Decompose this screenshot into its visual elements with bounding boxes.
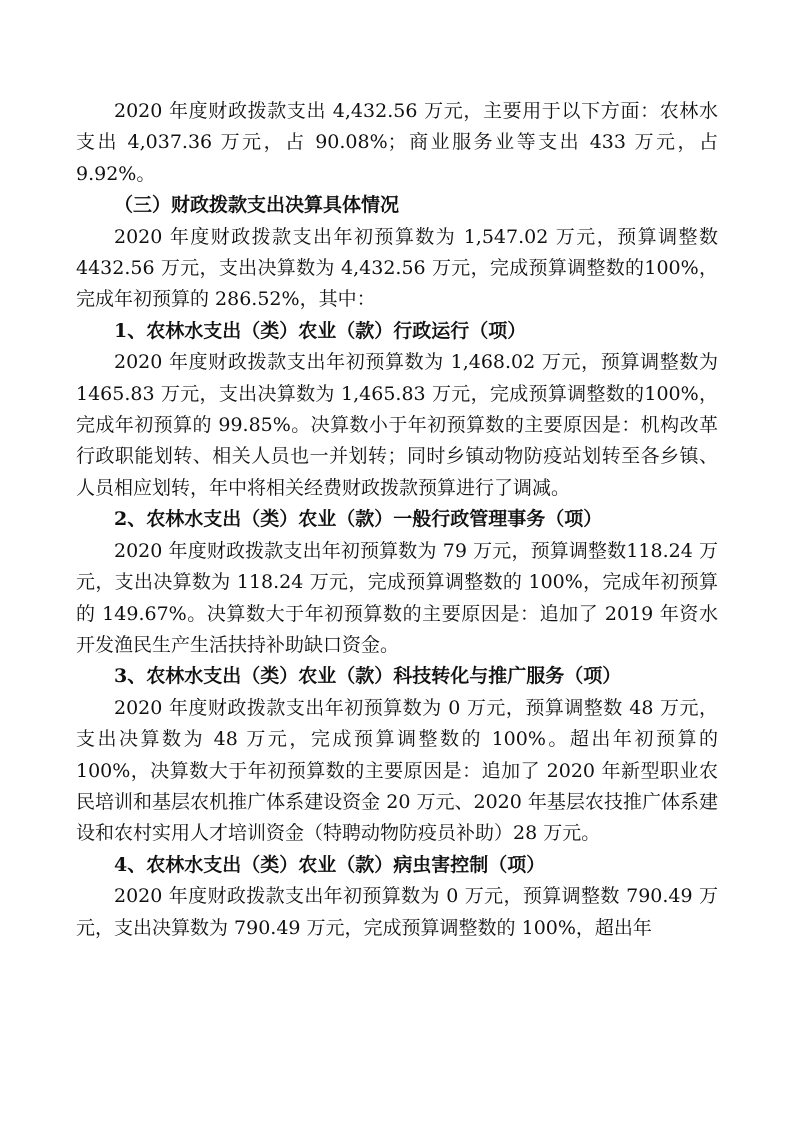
document-body — [76, 96, 718, 944]
paragraph-item-1: 2020 年度财政拨款支出年初预算数为 1,468.02 万元，预算调整数为 1465.83 万元，支出决算数为 1,465.83 万元，完成预算调整数的100%，完成年初预算的 99.85%。决算数小于年初预算数的主要原因是：机构改革行政职能划转、相关人员也一并划转；同时乡镇动物防疫站划转至各乡镇、人员相应划转，年中将相关经费财政拨款预算进行了调减。 — [76, 351, 718, 499]
paragraph-budget-overview: 2020 年度财政拨款支出年初预算数为 1,547.02 万元，预算调整数 4432.56 万元，支出决算数为 4,432.56 万元，完成预算调整数的100%，完成年初预算的 286.52%，其中： — [76, 225, 718, 311]
paragraph-expenditure-summary: 2020 年度财政拨款支出 4,432.56 万元，主要用于以下方面：农林水支出 4,037.36 万元，占 90.08%；商业服务业等支出 433 万元，占9.92%。 — [76, 100, 718, 185]
paragraph-item-4: 2020 年度财政拨款支出年初预算数为 0 万元，预算调整数 790.49 万元，支出决算数为 790.49 万元，完成预算调整数的 100%，超出年 — [76, 885, 718, 939]
item-heading-2: 2、农林水支出（类）农业（款）一般行政管理事务（项） — [114, 508, 603, 531]
item-heading-4: 4、农林水支出（类）农业（款）病虫害控制（项） — [114, 853, 546, 876]
section-heading-3: （三）财政拨款支出决算具体情况 — [114, 194, 400, 217]
item-heading-3: 3、农林水支出（类）农业（款）科技转化与推广服务（项） — [114, 665, 622, 688]
paragraph-item-3: 2020 年度财政拨款支出年初预算数为 0 万元，预算调整数 48 万元，支出决算数为 48 万元，完成预算调整数的 100%。超出年初预算的 100%，决算数大于年初预算数的主要原因是：追加了 2020 年新型职业农民培训和基层农机推广体系建设资金 20 万元、2020 年基层农技推广体系建设和农村实用人才培训资金（特聘动物防疫员补助）28 万元。 — [76, 696, 718, 845]
item-heading-1: 1、农林水支出（类）农业（款）行政运行（项） — [114, 319, 527, 342]
paragraph-item-2: 2020 年度财政拨款支出年初预算数为 79 万元，预算调整数118.24 万元，支出决算数为 118.24 万元，完成预算调整数的 100%，完成年初预算的 149.67%。决算数大于年初预算数的主要原因是：追加了 2019 年资水开发渔民生产生活扶持补助缺口资金。 — [76, 539, 718, 656]
